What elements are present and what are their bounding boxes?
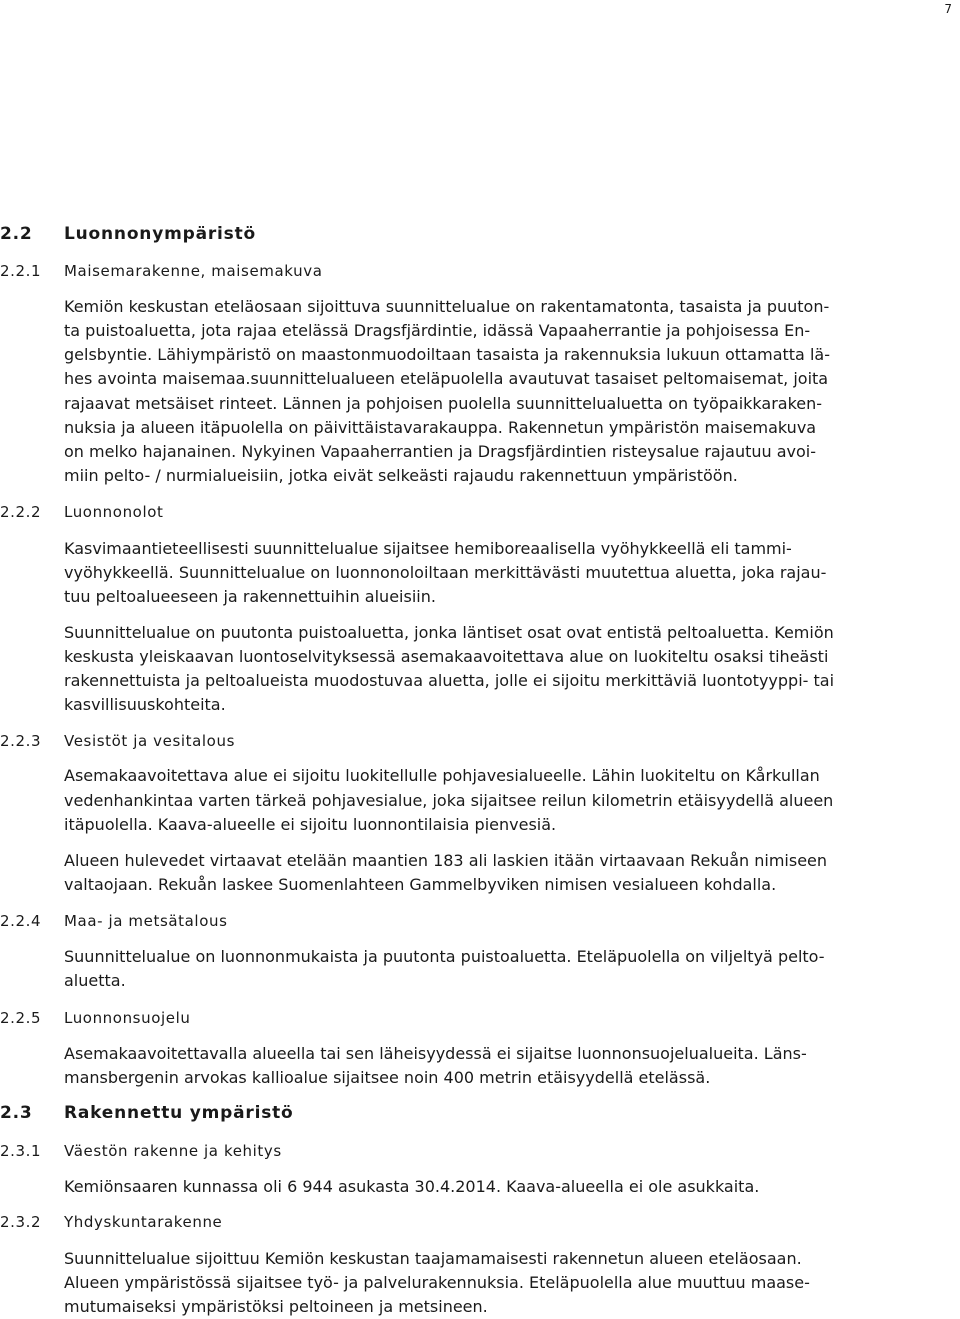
- text-line: Kasvimaantieteellisesti suunnittelualue sijaitsee hemiboreaalisella vyöhykkeellä eli tammi-: [64, 539, 792, 558]
- text-line: tuu peltoalueeseen ja rakennettuihin alueisiin.: [64, 587, 436, 606]
- heading-number: 2.2: [0, 224, 33, 244]
- heading-number: 2.3.2: [0, 1213, 42, 1231]
- heading-title: Yhdyskuntarakenne: [64, 1213, 223, 1231]
- text-line: mutumaiseksi ympäristöksi peltoineen ja metsineen.: [64, 1297, 488, 1316]
- text-line: miin pelto- / nurmialueisiin, jotka eivät selkeästi rajaudu rakennettuun ympäristöön.: [64, 466, 738, 485]
- heading-number: 2.3: [0, 1103, 33, 1123]
- heading-number: 2.2.3: [0, 732, 42, 750]
- heading-title: Luonnonsuojelu: [64, 1009, 191, 1027]
- heading-title: Vesistöt ja vesitalous: [64, 732, 235, 750]
- heading-title: Väestön rakenne ja kehitys: [64, 1142, 282, 1160]
- text-line: Alueen ympäristössä sijaitsee työ- ja palvelurakennuksia. Eteläpuolella alue muuttuu maase-: [64, 1273, 810, 1292]
- heading-title: Rakennettu ympäristö: [64, 1103, 294, 1123]
- text-line: nuksia ja alueen itäpuolella on päivittäistavarakauppa. Rakennetun ympäristön maisemakuva: [64, 418, 817, 437]
- text-line: rajaavat metsäiset rinteet. Lännen ja pohjoisen puolella suunnittelualuetta on työpaikkaraken-: [64, 394, 823, 413]
- text-line: Asemakaavoitettava alue ei sijoitu luokitellulle pohjavesialueelle. Lähin luokiteltu on Kårkullan: [64, 766, 820, 785]
- heading-number: 2.3.1: [0, 1142, 42, 1160]
- text-line: Suunnittelualue on puutonta puistoaluetta, jonka läntiset osat ovat entistä peltoaluetta. Kemiön: [64, 623, 834, 642]
- text-line: on melko hajanainen. Nykyinen Vapaaherrantien ja Dragsfjärdintien risteysalue rajautuu avoi-: [64, 442, 817, 461]
- text-line: vyöhykkeellä. Suunnittelualue on luonnonoloiltaan merkittävästi muutettua aluetta, joka rajau-: [64, 563, 827, 582]
- text-line: Kemiön keskustan eteläosaan sijoittuva suunnittelualue on rakentamatonta, tasaista ja puuton-: [64, 297, 830, 316]
- text-line: ta puistoaluetta, jota rajaa etelässä Dragsfjärdintie, idässä Vapaaherrantie ja pohjoisessa En-: [64, 321, 811, 340]
- text-line: valtaojaan. Rekuån laskee Suomenlahteen Gammelbyviken nimisen vesialueen kohdalla.: [64, 875, 777, 894]
- text-line: rakennettuista ja peltoalueista muodostuvaa aluetta, jolle ei sijoitu merkittäviä luontotyyppi- tai: [64, 671, 835, 690]
- heading-title: Maisemarakenne, maisemakuva: [64, 262, 323, 280]
- text-line: hes avointa maisemaa.suunnittelualueen eteläpuolella avautuvat tasaiset peltomaisemat, joita: [64, 369, 829, 388]
- text-line: kasvillisuuskohteita.: [64, 695, 226, 714]
- heading-title: Maa- ja metsätalous: [64, 912, 228, 930]
- heading-number: 2.2.5: [0, 1009, 42, 1027]
- text-line: keskusta yleiskaavan luontoselvityksessä asemakaavoitettava alue on luokiteltu osaksi tiheästi: [64, 647, 829, 666]
- heading-number: 2.2.4: [0, 912, 42, 930]
- page-number: 7: [944, 2, 952, 16]
- text-line: Suunnittelualue sijoittuu Kemiön keskustan taajamamaisesti rakennetun alueen eteläosaan.: [64, 1249, 802, 1268]
- text-line: gelsbyntie. Lähiympäristö on maastonmuodoiltaan tasaista ja rakennuksia lukuun ottamatta lä-: [64, 345, 830, 364]
- heading-title: Luonnonympäristö: [64, 224, 256, 244]
- heading-number: 2.2.2: [0, 503, 42, 521]
- text-line: aluetta.: [64, 971, 126, 990]
- text-line: Suunnittelualue on luonnonmukaista ja puutonta puistoaluetta. Eteläpuolella on viljeltyä pelto-: [64, 947, 825, 966]
- text-line: Asemakaavoitettavalla alueella tai sen läheisyydessä ei sijaitse luonnonsuojelualueita. Läns-: [64, 1044, 807, 1063]
- text-line: Alueen hulevedet virtaavat etelään maantien 183 ali laskien itään virtaavaan Rekuån nimiseen: [64, 851, 828, 870]
- text-line: Kemiönsaaren kunnassa oli 6 944 asukasta 30.4.2014. Kaava-alueella ei ole asukkaita.: [64, 1177, 760, 1196]
- text-line: itäpuolella. Kaava-alueelle ei sijoitu luonnontilaisia pienvesiä.: [64, 815, 557, 834]
- text-line: mansbergenin arvokas kallioalue sijaitsee noin 400 metrin etäisyydellä etelässä.: [64, 1068, 711, 1087]
- heading-number: 2.2.1: [0, 262, 42, 280]
- text-line: vedenhankintaa varten tärkeä pohjavesialue, joka sijaitsee reilun kilometrin etäisyydellä alueen: [64, 791, 834, 810]
- heading-title: Luonnonolot: [64, 503, 164, 521]
